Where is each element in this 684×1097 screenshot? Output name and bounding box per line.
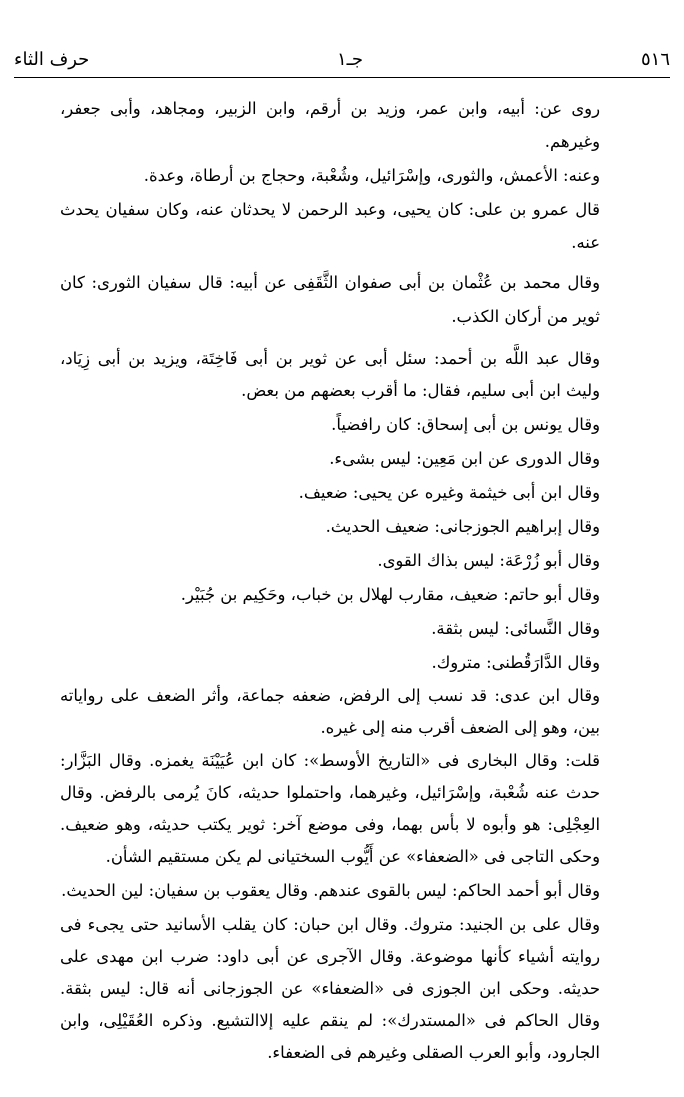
volume-label: جـ١ — [336, 49, 364, 70]
paragraph-al-jawzajani: وقال إبراهيم الجوزجانى: ضعيف الحديث. — [325, 517, 600, 536]
paragraph-commentary: قلت: وقال البخارى فى «التاريخ الأوسط»: كان ابن عُيَيْنَة يغمزه. وقال البَزَّار: حدث عنه شُعْبة، وإسْرَائيل، وغيرهما، واحتملوا حديثه، كانَ يُرمى بالرفض. وقال العِجْلِى: هو وأبوه لا بأس بهما، وفى موضع آخر: ثوير يكتب حديثه، وهو ضعيف. وحكى التاجى فى «الضعفاء» عن أَيُّوب السختيانى لم يكن مستقيم الشأن. — [60, 751, 600, 866]
paragraph-ibn-abi-khaythama: وقال ابن أبى خيثمة وغيره عن يحيى: ضعيف. — [298, 483, 600, 502]
paragraph-abu-ahmad-al-hakim: وقال أبو أحمد الحاكم: ليس بالقوى عندهم. وقال يعقوب بن سفيان: لين الحديث. — [61, 881, 600, 900]
paragraph-ali-bin-al-junayd: وقال على بن الجنيد: متروك. وقال ابن حبان: كان يقلب الأسانيد حتى يجىء فى روايته أشياء كأنها موضوعة. وقال الآجرى عن أبى داود: ضرب ابن مهدى على حديثه. وحكى ابن الجوزى فى «الضعفاء» عن الجوزجانى أنه قال: ليس بثقة. وقال الحاكم فى «المستدرك»: لم ينقم عليه إلاالتشيع. وذكره العُقَيْلِى، وابن الجارود، وأبو العرب الصقلى وغيرهم فى الضعفاء. — [60, 915, 600, 1062]
paragraph-amr-bin-ali: قال عمرو بن على: كان يحيى، وعبد الرحمن لا يحدثان عنه، وكان سفيان يحدث عنه. — [60, 200, 600, 252]
paragraph-muhammad-bin-uthman: وقال محمد بن عُثْمان بن أبى صفوان الثَّقَفِى عن أبيه: قال سفيان الثورى: كان ثوير من أركان الكذب. — [60, 273, 600, 326]
document-body — [60, 92, 622, 1069]
paragraph-yunus: وقال يونس بن أبى إسحاق: كان رافضياً. — [331, 415, 600, 434]
paragraph-al-daraqutni: وقال الدَّارَقُطنى: متروك. — [431, 653, 600, 672]
paragraph-abdullah-bin-ahmad: وقال عبد اللَّه بن أحمد: سئل أبى عن ثوير بن أبى فَاخِتَة، ويزيد بن أبى زِيَاد، وليث ابن أبى سليم، فقال: ما أقرب بعضهم من بعض. — [60, 349, 600, 400]
paragraph-al-duri: وقال الدورى عن ابن مَعِين: ليس بشىء. — [329, 449, 600, 468]
paragraph-abu-zura: وقال أبو زُرْعَة: ليس بذاك القوى. — [377, 551, 600, 570]
paragraph-narrators-to: وعنه: الأعمش، والثورى، وإسْرَائيل، وشُعْبة، وحجاج بن أرطاة، وعدة. — [143, 166, 600, 185]
paragraph-ibn-adi: وقال ابن عدى: قد نسب إلى الرفض، ضعفه جماعة، وأثر الضعف على رواياته بين، وهو إلى الضعف أقرب منه إلى غيره. — [60, 686, 600, 737]
running-header — [14, 43, 670, 78]
section-title: حرف الثاء — [14, 49, 90, 70]
page-number: ٥١٦ — [640, 49, 670, 70]
paragraph-narrators-from: روى عن: أبيه، وابن عمر، وزيد بن أرقم، وابن الزبير، ومجاهد، وأبى جعفر، وغيرهم. — [60, 99, 600, 151]
paragraph-al-nasai: وقال النَّسائى: ليس بثقة. — [431, 619, 600, 638]
paragraph-abu-hatim: وقال أبو حاتم: ضعيف، مقارب لهلال بن خباب، وحَكِيم بن جُبَيْر. — [180, 585, 600, 604]
